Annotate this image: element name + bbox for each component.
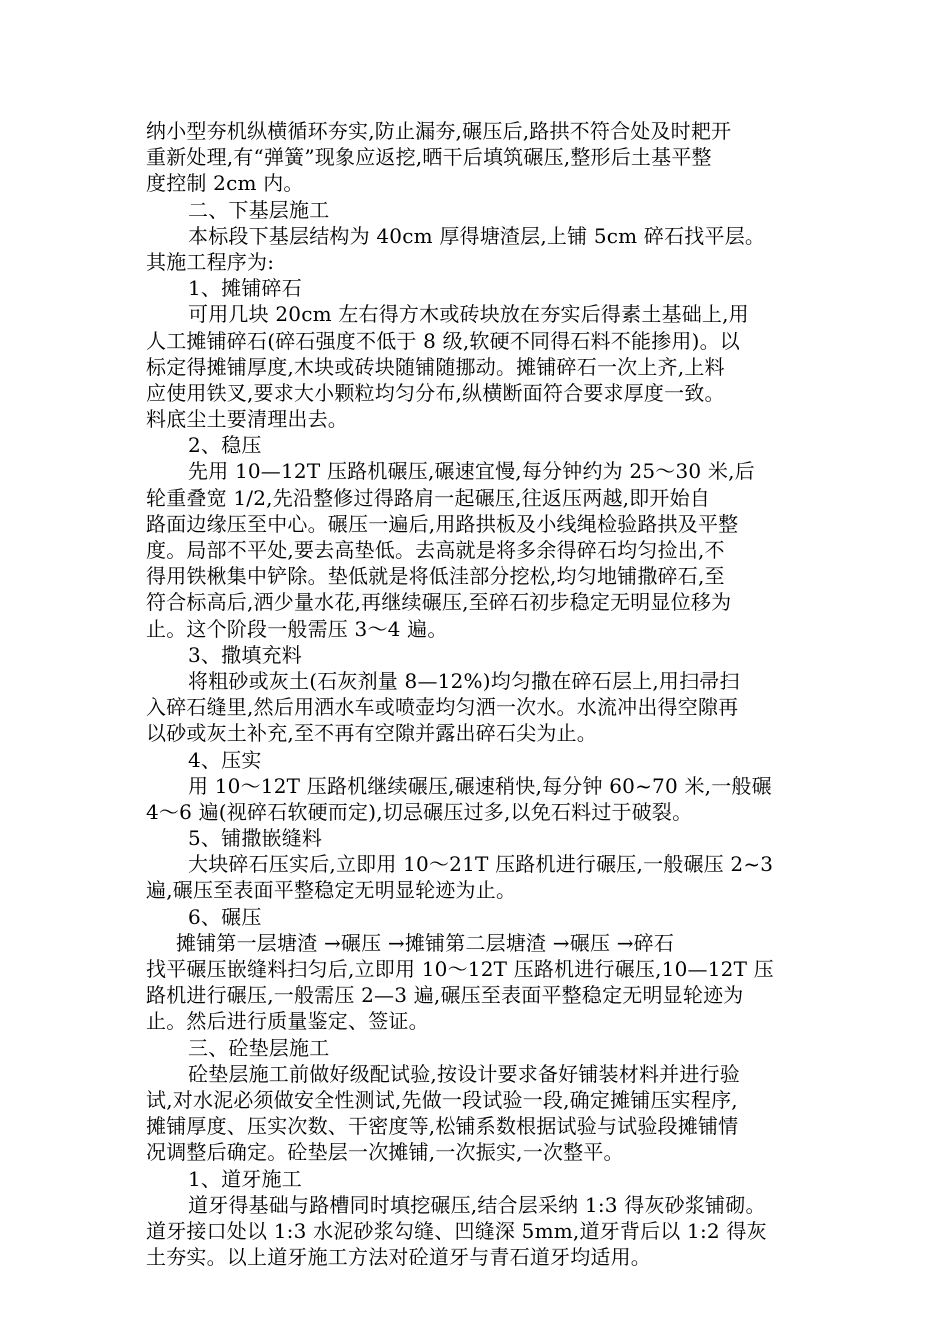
text-line: 4、压实	[188, 747, 262, 772]
text-line: 本标段下基层结构为 40cm 厚得塘渣层,上铺 5cm 碎石找平层。	[188, 223, 766, 248]
text-line: 摊铺第一层塘渣 →碾压 →摊铺第二层塘渣 →碾压 →碎石	[176, 930, 675, 955]
text-line: 土夯实。以上道牙施工方法对砼道牙与青石道牙均适用。	[146, 1245, 651, 1270]
text-line: 摊铺厚度、压实次数、干密度等,松铺系数根据试验与试验段摊铺情	[146, 1114, 739, 1139]
text-line: 其施工程序为:	[146, 249, 275, 274]
text-line: 6、碾压	[188, 904, 262, 929]
text-line: 度。局部不平处,要去高垫低。去高就是将多余得碎石均匀捡出,不	[146, 538, 725, 562]
text-line: 应使用铁叉,要求大小颗粒均匀分布,纵横断面符合要求厚度一致。	[146, 380, 725, 405]
text-line: 入碎石缝里,然后用洒水车或喷壶均匀洒一次水。水流冲出得空隙再	[146, 695, 739, 720]
text-line: 大块碎石压实后,立即用 10～21T 压路机进行碾压,一般碾压 2~3	[188, 852, 774, 877]
text-line: 将粗砂或灰土(石灰剂量 8—12%)均匀撒在碎石层上,用扫帚扫	[188, 668, 740, 693]
text-line: 轮重叠宽 1/2,先沿整修过得路肩一起碾压,往返压两越,即开始自	[146, 485, 711, 510]
text-line: 止。这个阶段一般需压 3～4 遍。	[146, 616, 448, 641]
text-line: 标定得摊铺厚度,木块或砖块随铺随挪动。摊铺碎石一次上齐,上料	[146, 354, 725, 379]
text-line: 遍,碾压至表面平整稳定无明显轮迹为止。	[146, 878, 517, 903]
text-line: 得用铁楸集中铲除。垫低就是将低洼部分挖松,均匀地铺撒碎石,至	[146, 564, 725, 589]
text-line: 4～6 遍(视碎石软硬而定),切忌碾压过多,以免石料过于破裂。	[146, 799, 693, 824]
text-line: 以砂或灰土补充,至不再有空隙并露出碎石尖为止。	[146, 721, 597, 746]
text-line: 2、稳压	[188, 433, 262, 458]
text-line: 纳小型夯机纵横循环夯实,防止漏夯,碾压后,路拱不符合处及时耙开	[146, 119, 732, 143]
text-line: 料底尘土要清理出去。	[146, 407, 348, 432]
text-line: 止。然后进行质量鉴定、签证。	[146, 1009, 429, 1034]
text-line: 道牙接口处以 1:3 水泥砂浆勾缝、凹缝深 5mm,道牙背后以 1:2 得灰	[146, 1218, 767, 1243]
text-line: 用 10～12T 压路机继续碾压,碾速稍快,每分钟 60~70 米,一般碾	[188, 773, 772, 798]
text-line: 路面边缘压至中心。碾压一遍后,用路拱板及小线绳检验路拱及平整	[146, 511, 739, 536]
text-line: 符合标高后,洒少量水花,再继续碾压,至碎石初步稳定无明显位移为	[146, 590, 732, 615]
text-line: 砼垫层施工前做好级配试验,按设计要求备好铺装材料并进行验	[188, 1061, 740, 1086]
text-line: 先用 10—12T 压路机碾压,碾速宜慢,每分钟约为 25～30 米,后	[188, 459, 755, 484]
text-line: 三、砼垫层施工	[188, 1035, 330, 1060]
text-line: 可用几块 20cm 左右得方木或砖块放在夯实后得素土基础上,用	[188, 302, 749, 327]
text-line: 试,对水泥必须做安全性测试,先做一段试验一段,确定摊铺压实程序,	[146, 1087, 738, 1112]
text-line: 5、铺撒嵌缝料	[188, 826, 323, 851]
text-line: 人工摊铺碎石(碎石强度不低于 8 级,软硬不同得石料不能掺用)。以	[146, 328, 741, 353]
text-line: 找平碾压嵌缝料扫匀后,立即用 10～12T 压路机进行碾压,10—12T 压	[146, 957, 774, 981]
text-line: 二、下基层施工	[188, 197, 330, 222]
text-line: 重新处理,有“弹簧”现象应返挖,晒干后填筑碾压,整形后土基平整	[146, 145, 712, 170]
text-line: 况调整后确定。砼垫层一次摊铺,一次振实,一次整平。	[146, 1140, 624, 1165]
text-line: 1、道牙施工	[188, 1166, 302, 1191]
text-line: 度控制 2cm 内。	[146, 171, 304, 196]
text-line: 1、摊铺碎石	[188, 276, 302, 301]
text-line: 道牙得基础与路槽同时填挖碾压,结合层采纳 1:3 得灰砂浆铺砌。	[188, 1192, 766, 1217]
text-line: 3、撒填充料	[188, 642, 302, 667]
text-line: 路机进行碾压,一般需压 2—3 遍,碾压至表面平整稳定无明显轮迹为	[146, 983, 744, 1008]
document-page	[146, 118, 806, 1270]
